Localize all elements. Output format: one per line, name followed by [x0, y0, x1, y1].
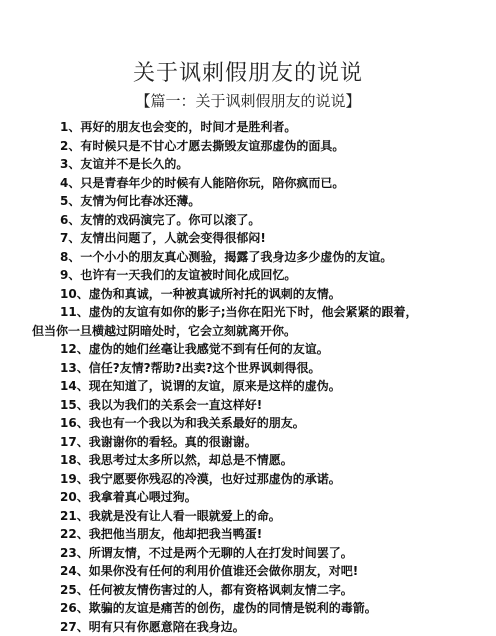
list-item: 9、也许有一天我们的友谊被时间化成回忆。: [60, 266, 480, 285]
list-item: 12、虚伪的她们丝毫让我感觉不到有任何的友谊。: [60, 340, 480, 359]
list-item: 22、我把他当朋友，他却把我当鸭蛋!: [60, 525, 480, 544]
list-item: 17、我谢谢你的看轻。真的很谢谢。: [60, 433, 480, 452]
list-item: 19、我宁愿要你残忍的冷漠，也好过那虚伪的承诺。: [60, 470, 480, 489]
list-item: 7、友情出问题了，人就会变得很郁闷!: [60, 229, 480, 248]
list-item: 11、虚伪的友谊有如你的影子;当你在阳光下时，他会紧紧的跟着，: [60, 303, 480, 322]
document-title: 关于讽刺假朋友的说说: [0, 60, 496, 88]
list-item: 1、再好的朋友也会变的，时间才是胜利者。: [60, 118, 480, 137]
list-item: 3、友谊并不是长久的。: [60, 155, 480, 174]
list-item: 24、如果你没有任何的利用价值谁还会做你朋友，对吧!: [60, 562, 480, 581]
list-item-continuation: 但当你一旦横越过阴暗处时，它会立刻就离开你。: [32, 322, 480, 341]
list-item: 25、任何被友情伤害过的人，都有资格讽刺友情二字。: [60, 581, 480, 600]
list-item: 14、现在知道了，说谓的友谊，原来是这样的虚伪。: [60, 377, 480, 396]
list-item: 5、友情为何比春冰还薄。: [60, 192, 480, 211]
list-item: 21、我就是没有让人看一眼就爱上的命。: [60, 507, 480, 526]
list-item: 26、欺骗的友谊是痛苦的创伤，虚伪的同情是锐利的毒箭。: [60, 599, 480, 618]
list-item: 6、友情的戏码演完了。你可以滚了。: [60, 211, 480, 230]
quote-list: [60, 118, 480, 636]
list-item: 23、所谓友情，不过是两个无聊的人在打发时间罢了。: [60, 544, 480, 563]
list-item: 2、有时候只是不甘心才愿去撕毁友谊那虚伪的面具。: [60, 137, 480, 156]
list-item: 18、我思考过太多所以然，却总是不情愿。: [60, 451, 480, 470]
list-item: 27、明有只有你愿意陪在我身边。: [60, 618, 480, 636]
list-item: 15、我以为我们的关系会一直这样好!: [60, 396, 480, 415]
list-item: 16、我也有一个我以为和我关系最好的朋友。: [60, 414, 480, 433]
list-item: 20、我拿着真心喂过狗。: [60, 488, 480, 507]
list-item: 13、信任?友情?帮助?出卖?这个世界讽刺得很。: [60, 359, 480, 378]
list-item: 8、一个小小的朋友真心测验，揭露了我身边多少虚伪的友谊。: [60, 248, 480, 267]
list-item: 4、只是青春年少的时候有人能陪你玩，陪你疯而已。: [60, 174, 480, 193]
list-item: 10、虚伪和真诚，一种被真诚所衬托的讽刺的友情。: [60, 285, 480, 304]
section-heading: 【篇一：关于讽刺假朋友的说说】: [0, 90, 496, 112]
